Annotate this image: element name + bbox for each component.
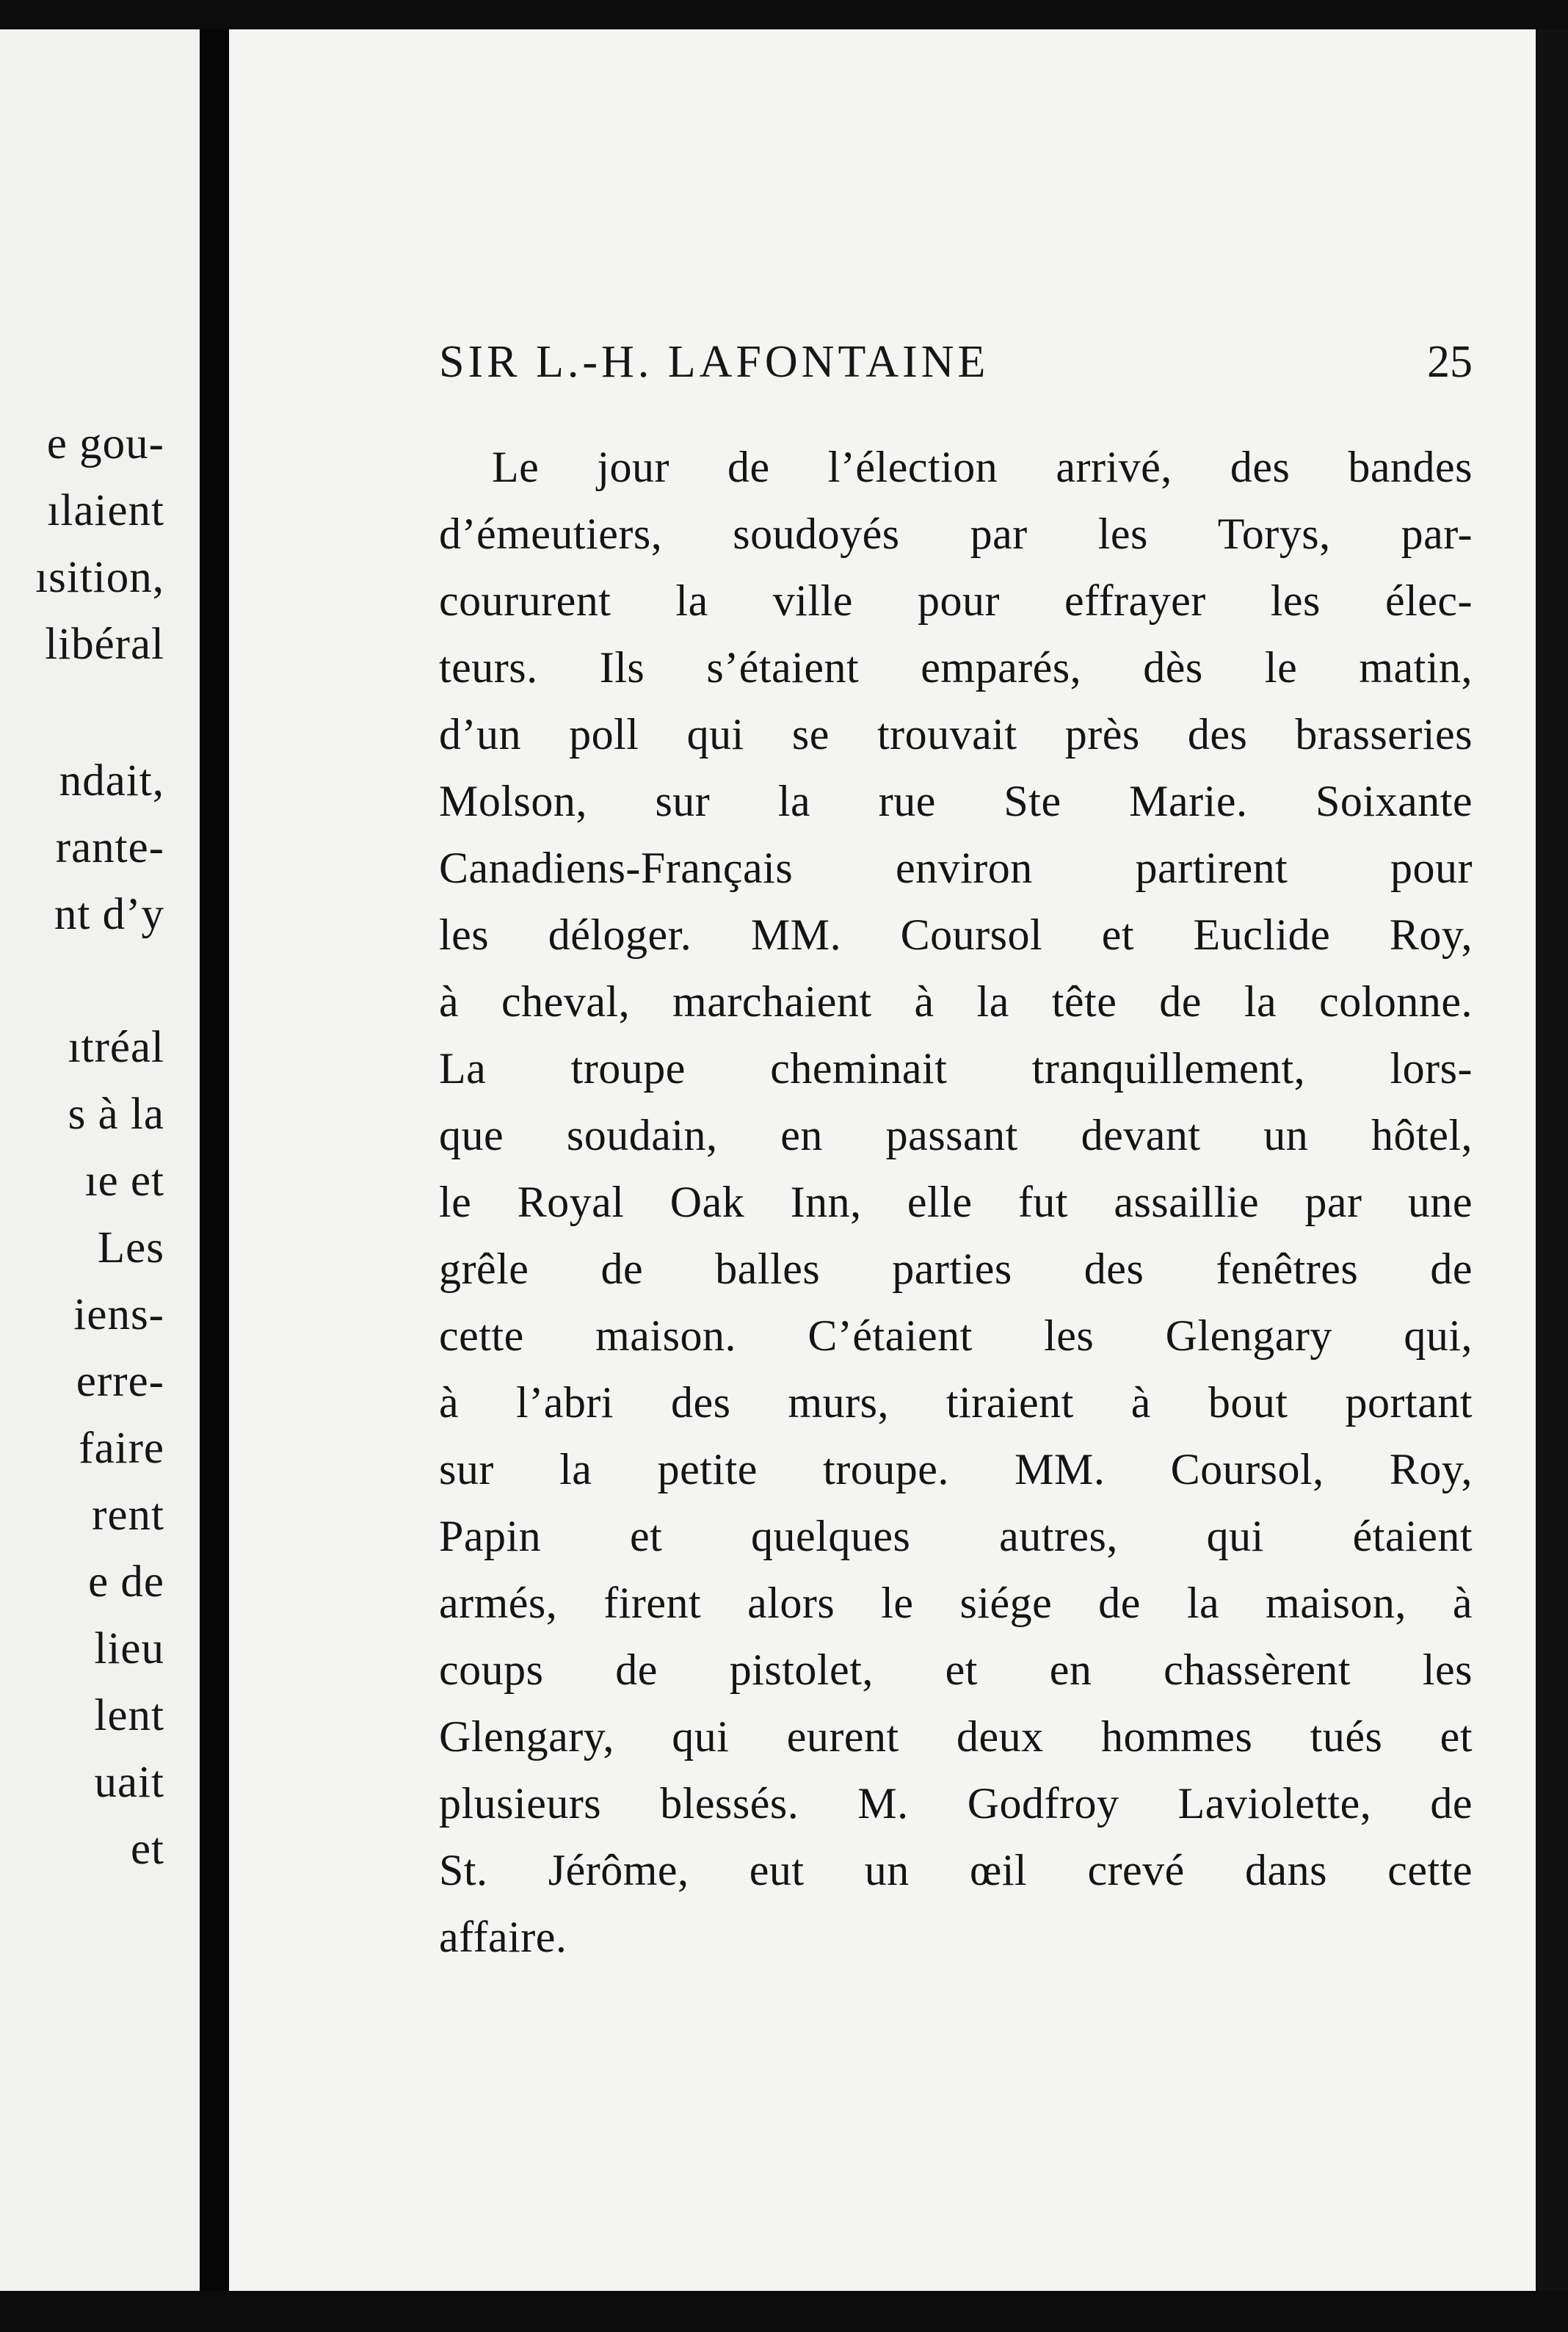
left-page-line: erre- [76, 1357, 164, 1406]
left-page-line: lent [94, 1691, 164, 1740]
left-page-line: ıe et [84, 1156, 164, 1206]
text-line: affaire. [439, 1913, 567, 1961]
left-page-line: e de [88, 1557, 164, 1607]
left-page-line: e gou- [46, 419, 164, 468]
left-page-line: nt d’y [54, 890, 164, 939]
book-gutter [200, 29, 229, 2291]
text-line: les déloger. MM. Coursol et Euclide Roy, [439, 910, 1473, 959]
text-line: La troupe cheminait tranquillement, lors- [439, 1044, 1473, 1093]
text-line: Molson, sur la rue Ste Marie. Soixante [439, 777, 1473, 825]
right-page [229, 29, 1536, 2291]
left-page-line: uait [94, 1758, 164, 1807]
running-title: SIR L.-H. LAFONTAINE [439, 337, 990, 387]
left-page-line: ısition, [35, 553, 164, 602]
text-line: que soudain, en passant devant un hôtel, [439, 1111, 1473, 1159]
page-number: 25 [1427, 337, 1473, 387]
text-line: Glengary, qui eurent deux hommes tués et [439, 1712, 1473, 1761]
text-line: cette maison. C’étaient les Glengary qui, [439, 1311, 1473, 1360]
text-line: Le jour de l’élection arrivé, des bandes [492, 443, 1473, 491]
left-page-line: faire [79, 1424, 164, 1473]
left-page-line: rent [92, 1491, 164, 1540]
left-page-line: rante- [55, 823, 164, 872]
left-page-line: s à la [68, 1090, 164, 1139]
page-header [439, 336, 1473, 395]
left-page-line: ılaient [47, 486, 164, 535]
text-line: coururent la ville pour effrayer les élec- [439, 576, 1473, 625]
text-line: à l’abri des murs, tiraient à bout portant [439, 1378, 1473, 1427]
text-line: St. Jérôme, eut un œil crevé dans cette [439, 1846, 1473, 1894]
left-facing-page [0, 29, 200, 2291]
left-page-line: libéral [45, 620, 164, 669]
text-line: le Royal Oak Inn, elle fut assaillie par une [439, 1178, 1473, 1226]
text-line: Canadiens-Français environ partirent pour [439, 844, 1473, 892]
scan-edge [1536, 29, 1568, 2291]
text-line: armés, firent alors le siége de la maison, à [439, 1579, 1473, 1627]
text-line: teurs. Ils s’étaient emparés, dès le matin, [439, 643, 1473, 692]
left-page-line: et [130, 1825, 164, 1874]
left-page-line: ıtréal [68, 1023, 164, 1072]
text-line: Papin et quelques autres, qui étaient [439, 1512, 1473, 1560]
text-line: d’un poll qui se trouvait près des brasseries [439, 710, 1473, 758]
left-page-line: Les [97, 1223, 164, 1272]
text-line: plusieurs blessés. M. Godfroy Laviolette, de [439, 1779, 1473, 1828]
left-page-line: iens- [73, 1290, 164, 1339]
text-line: coups de pistolet, et en chassèrent les [439, 1645, 1473, 1694]
left-page-line: ndait, [59, 756, 164, 805]
text-line: à cheval, marchaient à la tête de la colonne. [439, 977, 1473, 1026]
text-line: d’émeutiers, soudoyés par les Torys, par- [439, 510, 1473, 558]
text-line: grêle de balles parties des fenêtres de [439, 1245, 1473, 1293]
text-line: sur la petite troupe. MM. Coursol, Roy, [439, 1445, 1473, 1493]
left-page-line: lieu [94, 1624, 164, 1673]
